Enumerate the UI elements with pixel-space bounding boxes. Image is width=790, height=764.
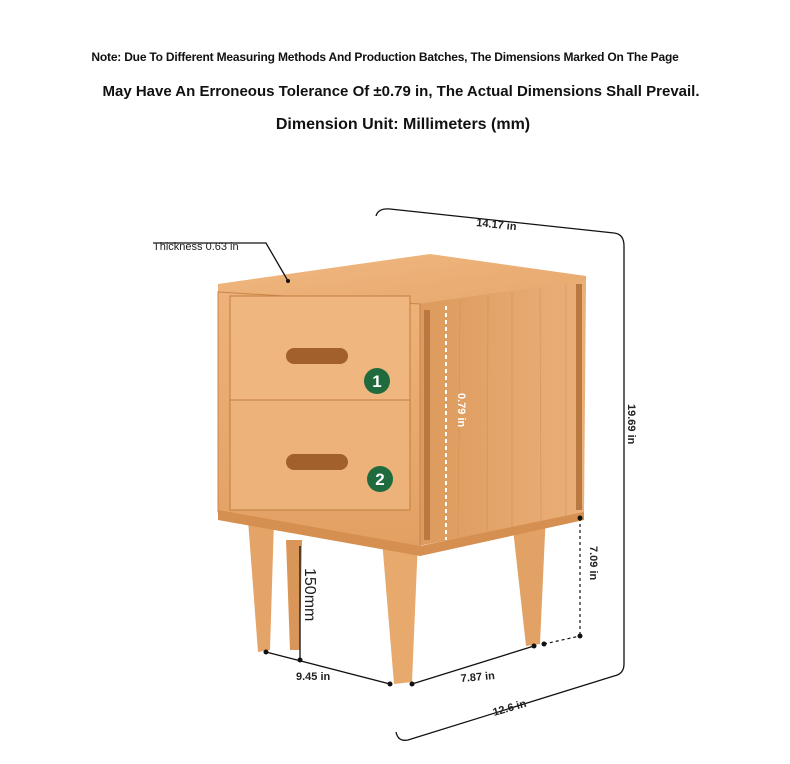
leg-height-left-label: 150mm	[301, 568, 318, 622]
depth-bottom-label: 12.6 in	[491, 697, 528, 719]
leg-span-left-label: 9.45 in	[296, 671, 331, 683]
drawer-1-handle-slot[interactable]	[286, 348, 348, 364]
drawer-gap-label: 0.79 in	[455, 393, 467, 428]
leg-front-right	[382, 540, 418, 684]
leg-front-left	[248, 520, 274, 652]
drawer-2-number: 2	[375, 470, 385, 489]
tolerance-note-line2: May Have An Erroneous Tolerance Of ±0.79 in, The Actual Dimensions Shall Prevail.	[102, 83, 700, 100]
thickness-label: Thickness 0.63 in	[153, 241, 239, 253]
drawer-2-handle-slot[interactable]	[286, 454, 348, 470]
cabinet-side	[418, 280, 586, 546]
leg-span-front-label: 7.87 in	[460, 670, 496, 685]
width-top-label: 14.17 in	[475, 217, 518, 234]
tolerance-note-line1: Note: Due To Different Measuring Methods And Production Batches, The Dimensions Marked On The Page	[91, 50, 679, 64]
height-total-label: 19.69 in	[625, 404, 637, 445]
dashed-guides	[544, 518, 580, 644]
leg-height-right-label: 7.09 in	[587, 546, 599, 581]
dimension-unit-label: Dimension Unit: Millimeters (mm)	[275, 116, 531, 133]
drawer-1-number: 1	[372, 372, 382, 391]
height-total-line	[614, 246, 624, 676]
drawer-2[interactable]	[230, 400, 410, 510]
